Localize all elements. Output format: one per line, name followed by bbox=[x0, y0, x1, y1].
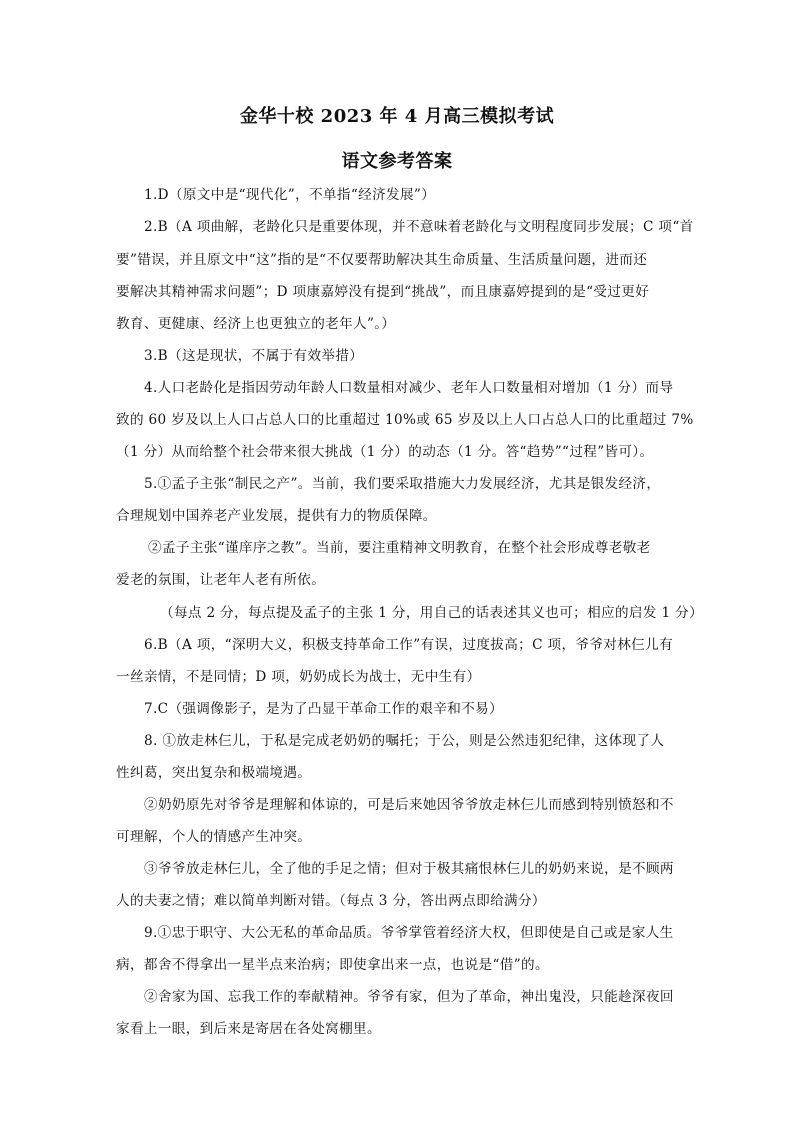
answer-6-line-2: 一丝亲情，不是同情；D 项，奶奶成长为战士，无中生有） bbox=[116, 669, 481, 685]
answer-5-line-4: 爱老的氛围，让老年人老有所依。 bbox=[116, 572, 326, 588]
answer-3: 3.B（这是现状，不属于有效举措） bbox=[144, 348, 364, 364]
answer-6-line-1: 6.B（A 项，“深明大义，积极支持革命工作”有误，过度拔高；C 项，爷爷对林仨儿有 bbox=[144, 637, 674, 653]
answer-4-line-1: 4.人口老龄化是指因劳动年龄人口数量相对减少、老年人口数量相对增加（1 分）而导 bbox=[144, 380, 674, 396]
answer-8-line-2: 性纠葛，突出复杂和极端境遇。 bbox=[116, 765, 312, 781]
answer-9-line-2: 病，都舍不得拿出一星半点来治病；即使拿出来一点，也说是“借”的。 bbox=[116, 957, 549, 973]
answer-8-line-3: ②奶奶原先对爷爷是理解和体谅的，可是后来她因爷爷放走林仨儿而感到特别愤怒和不 bbox=[144, 797, 674, 813]
answer-8-line-1: 8. ①放走林仨儿，于私是完成老奶奶的嘱托；于公，则是公然违犯纪律，这体现了人 bbox=[144, 733, 665, 749]
answer-5-line-2: 合理规划中国养老产业发展，提供有力的物质保障。 bbox=[116, 508, 437, 524]
answer-9-line-3: ②舍家为国、忘我工作的奉献精神。爷爷有家，但为了革命，神出鬼没，只能趁深夜回 bbox=[144, 989, 674, 1005]
answer-8-line-5: ③爷爷放走林仨儿，全了他的手足之情；但对于极其痛恨林仨儿的奶奶来说，是不顾两 bbox=[144, 861, 674, 877]
answer-5-scoring-note: （每点 2 分，每点提及孟子的主张 1 分，用自己的话表述其义也可；相应的启发 1 分） bbox=[160, 605, 704, 621]
answer-2-line-2: 要”错误，并且原文中“这”指的是“不仅要帮助解决其生命质量、生活质量问题，进而还 bbox=[116, 252, 648, 268]
answer-4-line-3: （1 分）从而给整个社会带来很大挑战（1 分）的动态（1 分。答“趋势”“过程”皆可）。 bbox=[116, 444, 654, 460]
answer-2-line-1: 2.B（A 项曲解，老龄化只是重要体现，并不意味着老龄化与文明程度同步发展；C 项“首 bbox=[144, 219, 694, 235]
answer-8-line-6: 人的夫妻之情；难以简单判断对错。（每点 3 分，答出两点即给满分） bbox=[116, 893, 546, 909]
page-title: 金华十校 2023 年 4 月高三模拟考试 bbox=[239, 106, 555, 127]
page-subtitle: 语文参考答案 bbox=[341, 151, 453, 172]
answer-9-line-4: 家看上一眼，到后来是寄居在各处窝棚里。 bbox=[116, 1021, 381, 1037]
answer-1: 1.D（原文中是“现代化”，不单指“经济发展”） bbox=[144, 187, 436, 203]
answer-2-line-3: 要解决其精神需求问题”；D 项康嘉婷没有提到“挑战”，而且康嘉婷提到的是“受过更好 bbox=[116, 284, 650, 300]
answer-5-line-3: ②孟子主张“谨庠序之教”。当前，要注重精神文明教育，在整个社会形成尊老敬老 bbox=[148, 540, 651, 556]
answer-8-line-4: 可理解，个人的情感产生冲突。 bbox=[116, 829, 312, 845]
answer-2-line-4: 教育、更健康、经济上也更独立的老年人”。） bbox=[116, 316, 396, 332]
answer-7: 7.C（强调像影子，是为了凸显干革命工作的艰辛和不易） bbox=[144, 701, 504, 717]
answer-5-line-1: 5.①孟子主张“制民之产”。当前，我们要采取措施大力发展经济，尤其是银发经济， bbox=[144, 476, 661, 492]
answer-9-line-1: 9.①忠于职守、大公无私的革命品质。爷爷掌管着经济大权，但即使是自己或是家人生 bbox=[144, 925, 674, 941]
answer-4-line-2: 致的 60 岁及以上人口占总人口的比重超过 10%或 65 岁及以上人口占总人口的比重超过 7% bbox=[116, 412, 694, 428]
